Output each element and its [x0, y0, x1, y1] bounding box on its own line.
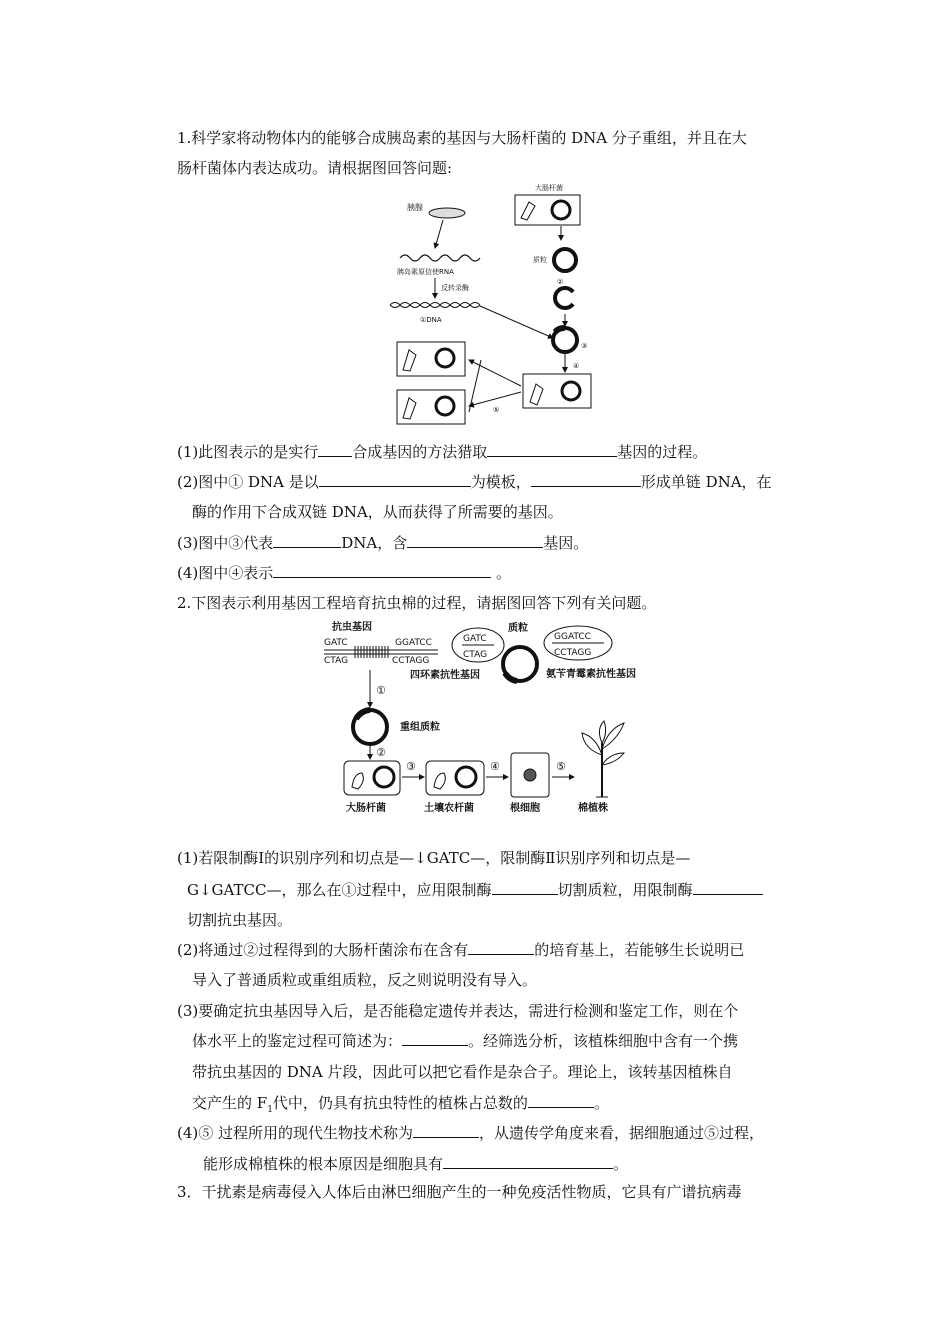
- answer-blank[interactable]: [528, 1093, 594, 1108]
- q2-part3-cont: 体水平上的鉴定过程可简述为： 。经筛选分析，该植株细胞中含有一个携: [192, 1032, 739, 1050]
- q2-part3-cont3: 交产生的 $F_1$代中，仍具有抗虫特性的植株占总数的 。: [192, 1094, 609, 1115]
- insect-gene-segment: [355, 646, 388, 658]
- q1-fig-dna-label: ①DNA: [420, 316, 442, 324]
- q2-fig-step2: ②: [376, 746, 386, 759]
- q1-part2-cont: 酶的作用下合成双链 DNA，从而获得了所需要的基因。: [192, 503, 563, 521]
- q2-fig-step1: ①: [376, 684, 386, 697]
- q2-fig-ctag-callout: CTAG: [463, 650, 488, 660]
- plasmid-ring: [554, 249, 576, 271]
- cotton-plant-drawing: [582, 721, 624, 797]
- q2-fig-agro-label: 土壤农杆菌: [424, 803, 474, 814]
- q2-part4: (4)⑤ 过程所用的现代生物技术称为 ，从遗传学角度来看，据细胞通过⑤过程，: [177, 1124, 765, 1142]
- pancreas-shape: [429, 208, 465, 218]
- q3-stem: 3．干扰素是病毒侵入人体后由淋巴细胞产生的一种免疫活性物质，它具有广谱抗病毒: [177, 1183, 742, 1201]
- q1-part1: (1)此图表示的是实行 合成基因的方法猎取 基因的过程。: [177, 443, 708, 461]
- answer-blank[interactable]: [407, 533, 543, 548]
- q2-fig-ctag-left: CTAG: [324, 656, 349, 666]
- answer-blank[interactable]: [468, 940, 534, 955]
- q2-fig-cotton-label: 棉植株: [578, 803, 608, 814]
- q2-fig-plasmid-label: 质粒: [508, 623, 528, 634]
- q1-fig-pancreas-label: 胰腺: [407, 203, 423, 212]
- q2-part1-cont: G↓GATCC—，那么在①过程中，应用限制酶 切割质粒，用限制酶: [187, 880, 763, 900]
- answer-blank[interactable]: [492, 880, 558, 895]
- cut-plasmid: [555, 288, 573, 308]
- q2-fig-gatc-left: GATC: [324, 638, 348, 648]
- mrna-wave: [400, 255, 480, 261]
- q1-part3: (3)图中③代表 DNA，含 基因。: [177, 534, 589, 552]
- q1-fig-step3: ③: [581, 342, 588, 350]
- answer-blank[interactable]: [402, 1031, 468, 1046]
- q2-fig-cctagg-left: CCTAGG: [392, 656, 430, 666]
- q2-fig-recombinant-label: 重组质粒: [400, 722, 440, 733]
- q1-fig-plasmid-label: 质粒: [533, 256, 547, 264]
- q2-fig-cctagg-callout: CCTAGG: [554, 648, 592, 658]
- q1-stem-line2: 肠杆菌体内表达成功。请根据图回答问题:: [177, 159, 453, 177]
- q2-fig-gatc-callout: GATC: [463, 634, 487, 644]
- answer-blank[interactable]: [693, 880, 763, 895]
- q2-part2-cont: 导入了普通质粒或重组质粒，反之则说明没有导入。: [192, 971, 538, 989]
- q2-fig-tet-label: 四环素抗性基因: [410, 670, 480, 681]
- q1-fig-step2: ②: [557, 278, 564, 286]
- answer-blank[interactable]: [273, 533, 341, 548]
- q2-fig-root-label: 根细胞: [510, 803, 540, 814]
- q1-fig-mrna-label: 胰岛素原信使RNA: [397, 268, 454, 276]
- q1-part4: (4)图中④表示 。: [177, 564, 512, 582]
- root-cell-nucleus: [524, 769, 536, 781]
- answer-blank[interactable]: [487, 442, 617, 457]
- q1-fig-ecoli-label: 大肠杆菌: [535, 184, 563, 192]
- q2-part4-cont: 能形成棉植株的根本原因是细胞具有 。: [203, 1155, 629, 1173]
- answer-blank[interactable]: [531, 472, 641, 487]
- q2-fig-ggatcc-left: GGATCC: [395, 638, 432, 648]
- q2-fig-ggatcc-callout: GGATCC: [554, 632, 591, 642]
- q1-stem-line1: 1.科学家将动物体内的能够合成胰岛素的基因与大肠杆菌的 DNA 分子重组，并且在大: [177, 129, 747, 147]
- q2-part3-cont2: 带抗虫基因的 DNA 片段，因此可以把它看作是杂合子。理论上，该转基因植株自: [192, 1063, 733, 1081]
- q2-fig-gene-label: 抗虫基因: [332, 622, 372, 633]
- q2-part3: (3)要确定抗虫基因导入后，是否能稳定遗传并表达，需进行检测和鉴定工作，则在个: [177, 1002, 739, 1020]
- answer-blank[interactable]: [273, 563, 491, 578]
- q1-fig-rt-label: 反转录酶: [441, 284, 469, 292]
- q2-part2: (2)将通过②过程得到的大肠杆菌涂布在含有 的培育基上，若能够生长说明已: [177, 941, 745, 959]
- q1-part2: (2)图中① DNA 是以 为模板， 形成单链 DNA，在: [177, 473, 772, 491]
- q2-part1-cont2: 切割抗虫基因。: [187, 911, 293, 929]
- q2-fig-step3: ③: [406, 760, 416, 773]
- q2-fig-ecoli-label: 大肠杆菌: [346, 803, 386, 814]
- q1-fig-step4: ④: [573, 362, 580, 370]
- q2-part1: (1)若限制酶Ⅰ的识别序列和切点是—↓GATC—，限制酶Ⅱ识别序列和切点是—: [177, 849, 691, 867]
- answer-blank[interactable]: [319, 472, 471, 487]
- q2-fig-step4: ④: [490, 760, 500, 773]
- q2-stem: 2.下图表示利用基因工程培育抗虫棉的过程，请据图回答下列有关问题。: [177, 594, 657, 612]
- answer-blank[interactable]: [413, 1123, 479, 1138]
- q2-fig-step5: ⑤: [556, 760, 566, 773]
- answer-blank[interactable]: [443, 1154, 613, 1169]
- q2-fig-amp-label: 氨苄青霉素抗性基因: [546, 669, 636, 680]
- q2-figure-insect-resistant-cotton: [320, 615, 670, 820]
- q1-fig-step5: ⑤: [493, 406, 500, 414]
- q1-figure-insulin-gene-cloning: [385, 180, 600, 428]
- answer-blank[interactable]: [318, 442, 352, 457]
